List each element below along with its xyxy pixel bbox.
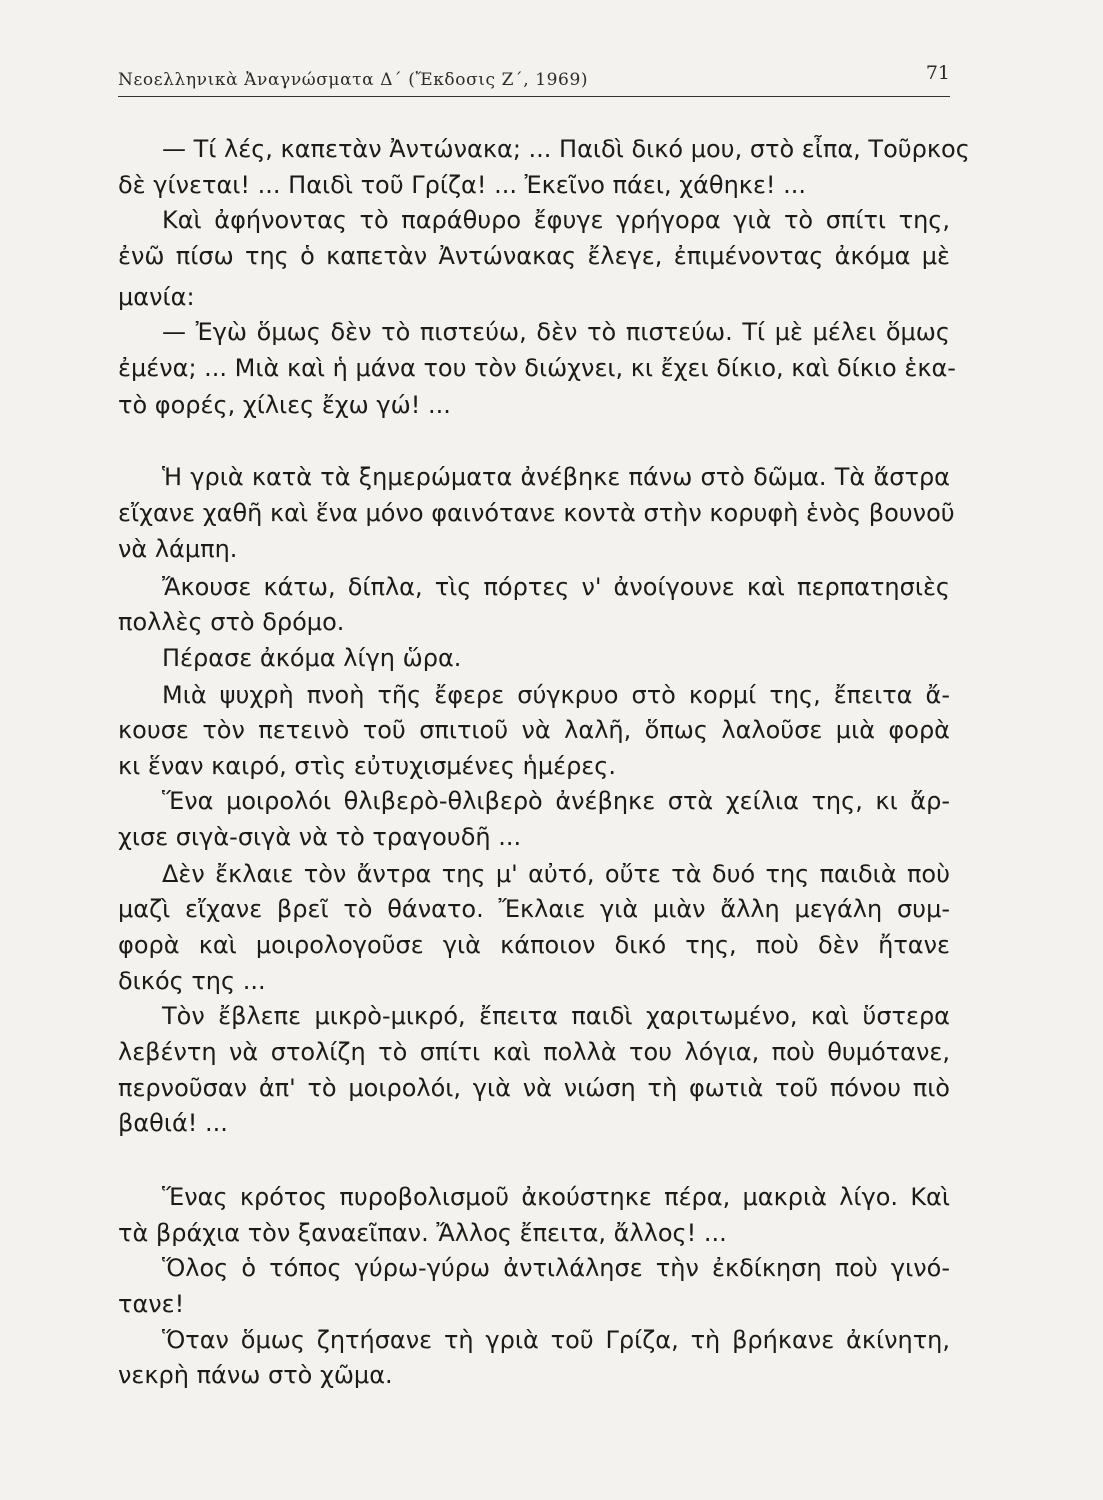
text-line: χισε σιγὰ-σιγὰ νὰ τὸ τραγουδῆ ... <box>118 823 522 851</box>
text-line: περνοῦσαν ἀπ' τὸ μοιρολόι, γιὰ νὰ νιώση τὴ φωτιὰ τοῦ πόνου πιὸ <box>118 1074 950 1102</box>
text-line: ἐνῶ πίσω της ὁ καπετὰν Ἀντώνακας ἔλεγε, ἐπιμένοντας ἀκόμα μὲ <box>118 242 950 270</box>
text-line: νὰ λάμπη. <box>118 535 238 563</box>
text-line: μαζὶ εἴχανε βρεῖ τὸ θάνατο. Ἔκλαιε γιὰ μιὰν ἄλλη μεγάλη συμ- <box>118 895 950 923</box>
text-line: φορὰ καὶ μοιρολογοῦσε γιὰ κάποιον δικό της, ποὺ δὲν ἤτανε <box>118 931 950 959</box>
text-line: βαθιά! ... <box>118 1109 228 1137</box>
text-line: Ἄκουσε κάτω, δίπλα, τὶς πόρτες ν' ἀνοίγουνε καὶ περπατησιὲς <box>162 573 950 601</box>
text-line: Πέρασε ἀκόμα λίγη ὥρα. <box>162 644 462 672</box>
text-line: κουσε τὸν πετεινὸ τοῦ σπιτιοῦ νὰ λαλῆ, ὅπως λαλοῦσε μιὰ φορὰ <box>118 716 950 744</box>
text-line: Ὅταν ὅμως ζητήσανε τὴ γριὰ τοῦ Γρίζα, τὴ βρήκανε ἀκίνητη, <box>162 1326 950 1354</box>
text-line: κι ἕναν καιρό, στὶς εὐτυχισμένες ἡμέρες. <box>118 752 616 780</box>
text-line: Ἡ γριὰ κατὰ τὰ ξημερώματα ἀνέβηκε πάνω στὸ δῶμα. Τὰ ἄστρα <box>162 463 950 491</box>
text-line: ἐμένα; ... Μιὰ καὶ ἡ μάνα του τὸν διώχνει, κι ἔχει δίκιο, καὶ δίκιο ἑκα- <box>118 354 956 382</box>
text-line: τὸ φορές, χίλιες ἔχω γώ! ... <box>118 391 451 419</box>
header-title: Νεοελληνικὰ Ἀναγνώσματα Δ΄ (Ἔκδοσις Ζ΄, 1969) <box>118 70 589 90</box>
text-line: Καὶ ἀφήνοντας τὸ παράθυρο ἔφυγε γρήγορα γιὰ τὸ σπίτι της, <box>162 206 950 234</box>
text-line: Μιὰ ψυχρὴ πνοὴ τῆς ἔφερε σύγκρυο στὸ κορμί της, ἔπειτα ἄ- <box>162 681 950 709</box>
text-line: — Τί λές, καπετὰν Ἀντώνακα; ... Παιδὶ δικό μου, στὸ εἶπα, Τοῦρκος <box>162 135 970 163</box>
text-line: Ἕνας κρότος πυροβολισμοῦ ἀκούστηκε πέρα, μακριὰ λίγο. Καὶ <box>162 1183 950 1211</box>
text-line: τανε! <box>118 1290 185 1318</box>
text-line: μανία: <box>118 283 195 311</box>
text-line: πολλὲς στὸ δρόμο. <box>118 608 345 636</box>
text-line: — Ἐγὼ ὅμως δὲν τὸ πιστεύω, δὲν τὸ πιστεύω. Τί μὲ μέλει ὅμως <box>162 318 950 346</box>
text-line: λεβέντη νὰ στολίζη τὸ σπίτι καὶ πολλὰ του λόγια, ποὺ θυμότανε, <box>118 1038 950 1066</box>
text-line: τὰ βράχια τὸν ξαναεῖπαν. Ἄλλος ἔπειτα, ἄλλος! ... <box>118 1219 727 1247</box>
text-line: νεκρὴ πάνω στὸ χῶμα. <box>118 1361 393 1389</box>
text-line: δικός της ... <box>118 967 266 995</box>
page-number: 71 <box>925 62 950 84</box>
text-line: Τὸν ἔβλεπε μικρὸ-μικρό, ἔπειτα παιδὶ χαριτωμένο, καὶ ὕστερα <box>162 1002 950 1030</box>
text-line: εἴχανε χαθῆ καὶ ἕνα μόνο φαινότανε κοντὰ στὴν κορυφὴ ἑνὸς βουνοῦ <box>118 499 955 527</box>
running-header <box>118 62 950 97</box>
text-line: Ἕνα μοιρολόι θλιβερὸ-θλιβερὸ ἀνέβηκε στὰ χείλια της, κι ἄρ- <box>162 787 950 815</box>
text-line: Ὅλος ὁ τόπος γύρω-γύρω ἀντιλάλησε τὴν ἐκδίκηση ποὺ γινό- <box>162 1254 950 1282</box>
text-line: δὲ γίνεται! ... Παιδὶ τοῦ Γρίζα! ... Ἐκεῖνο πάει, χάθηκε! ... <box>118 171 807 199</box>
text-line: Δὲν ἔκλαιε τὸν ἄντρα της μ' αὐτό, οὔτε τὰ δυό της παιδιὰ ποὺ <box>162 860 950 888</box>
